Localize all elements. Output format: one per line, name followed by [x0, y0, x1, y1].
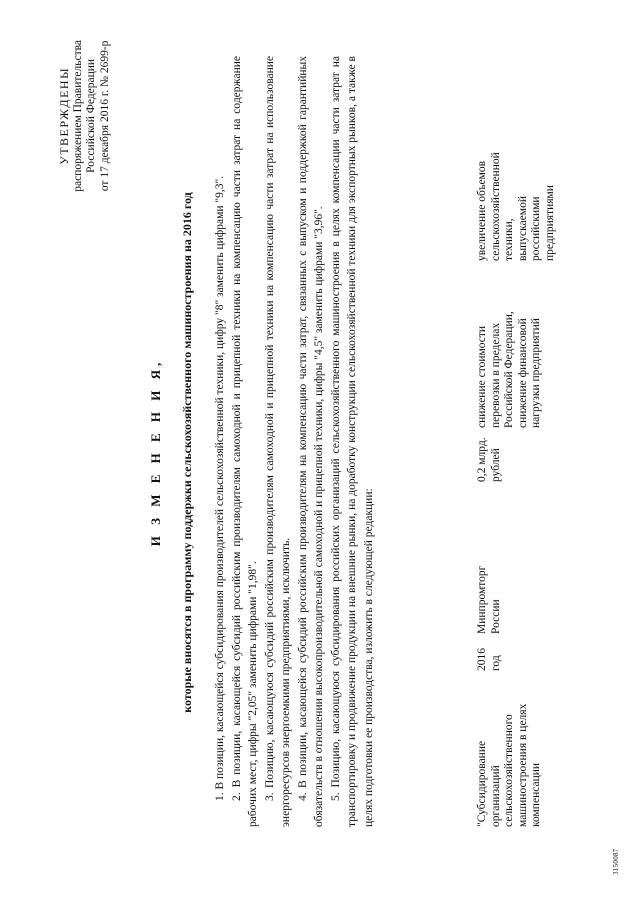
approval-line-1: распоряжением Правительства [71, 40, 84, 192]
approval-line-3: от 17 декабря 2016 г. № 2699-р [98, 40, 111, 192]
table-cell-amount: 0,2 млрд. рублей [476, 437, 502, 482]
approval-block [58, 40, 112, 192]
table-cell-year: 2016 год [476, 648, 502, 671]
paragraph-5: 5. Позицию, касающуюся субсидирования российских организаций сельскохозяйственного машиностроения в целях компенсации части затрат на транспортировку и продвижение продукции на внешние рынки, на доработку конструкции сельскохозяйственной техники для экспортных рынков, а также в целях подготовки ее производства, изложить в следующей редакции: [329, 56, 375, 827]
paragraph-4: 4. В позиции, касающейся субсидий российским производителям на компенсацию части затрат, связанных с выпуском и поддержкой гарантийных обязательств в отношении высокопроизводительной самоходной и прицепной техники, цифры "4,5" заменить цифрами "3,96". [296, 56, 325, 827]
paragraph-1: 1. В позиции, касающейся субсидирования производителей сельскохозяйственной техники, цифру "8" заменить цифрами "9,3". [214, 175, 226, 801]
document-number: 3150087 [612, 848, 620, 875]
paragraph-2: 2. В позиции, касающейся субсидий российским производителям самоходной и прицепной техники на компенсацию части затрат на содержание рабочих мест, цифры "2,05" заменить цифрами "1,98". [230, 56, 259, 827]
table-cell-result: увеличение объемов сельскохозяйственной техники, выпускаемой российскими предприятиями [476, 152, 556, 261]
table-cell-measure: "Субсидирование организаций сельскохозяйственного машиностроения в целях компенсации [476, 703, 542, 827]
paragraph-3: 3. Позицию, касающуюся субсидий российским производителям самоходной и прицепной техники на компенсацию части затрат на использование энергоресурсов энергоемкими предприятиями, исключить. [263, 56, 292, 827]
table-cell-ministry: Минпромторг России [476, 565, 502, 634]
table-cell-effect: снижение стоимости перевозки в пределах Российской Федерации, снижение финансовой нагрузки предприятий [476, 311, 542, 428]
document-title [148, 0, 195, 905]
approval-heading: УТВЕРЖДЕНЫ [57, 66, 71, 165]
title-main: И З М Е Н Е Н И Я, [148, 358, 163, 547]
title-subtitle: которые вносятся в программу поддержки сельскохозяйственного машиностроения на 2016 год [180, 192, 194, 713]
amendments-body [212, 56, 377, 827]
approval-line-2: Российской Федерации [85, 58, 97, 173]
